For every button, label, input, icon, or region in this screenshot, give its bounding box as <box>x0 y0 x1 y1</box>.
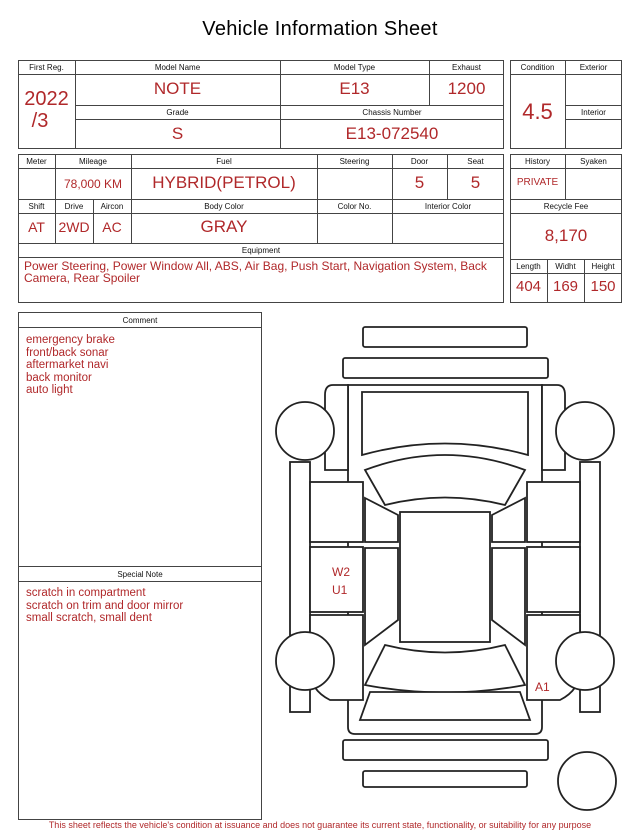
width-value: 169 <box>552 278 579 295</box>
grade-value: S <box>171 124 184 143</box>
chassis-number-value: E13-072540 <box>345 124 439 143</box>
model-name-header: Model Name <box>154 63 201 72</box>
damage-mark-a1: A1 <box>535 680 550 694</box>
aircon-header: Aircon <box>100 202 124 211</box>
condition-value: 4.5 <box>522 99 553 124</box>
exhaust-header: Exhaust <box>452 63 481 72</box>
meter-header: Meter <box>26 157 47 166</box>
recycle-fee-value: 8,170 <box>544 226 588 245</box>
front-right-wheel <box>556 402 614 460</box>
history-header: History <box>525 157 550 166</box>
body-color-header: Body Color <box>204 202 244 211</box>
first-reg-header: First Reg. <box>29 63 64 72</box>
front-bumper <box>343 358 548 378</box>
right-rear-door <box>527 547 580 612</box>
model-type-header: Model Type <box>333 63 376 72</box>
door-value: 5 <box>414 173 425 192</box>
mileage-header: Mileage <box>78 157 107 166</box>
rear-right-wheel <box>556 632 614 690</box>
shift-header: Shift <box>28 202 45 211</box>
equipment-header: Equipment <box>241 246 281 255</box>
body-color-value: GRAY <box>200 217 248 236</box>
seat-header: Seat <box>467 157 484 166</box>
syaken-header: Syaken <box>580 157 607 166</box>
right-front-door <box>527 482 580 542</box>
roof <box>400 512 490 642</box>
rear-glass <box>365 645 525 693</box>
fuel-value: HYBRID(PETROL) <box>152 173 296 192</box>
rear-bumper-bottom <box>363 771 527 787</box>
right-rear-window <box>492 548 525 645</box>
trunk <box>360 692 530 720</box>
rear-bumper <box>343 740 548 760</box>
fuel-header: Fuel <box>216 157 232 166</box>
first-reg-month: /3 <box>31 110 49 132</box>
steering-header: Steering <box>339 157 370 166</box>
damage-mark-u1: U1 <box>332 583 348 597</box>
chassis-number-header: Chassis Number <box>362 108 422 117</box>
disclaimer-footer: This sheet reflects the vehicle's condition at issuance and does not guarantee its current state, functionality, or suitability for any purpose <box>48 820 592 830</box>
aircon-value: AC <box>102 219 122 235</box>
special-note-header: Special Note <box>117 570 163 579</box>
left-rear-door <box>310 547 363 612</box>
hood <box>362 392 528 455</box>
drive-header: Drive <box>64 202 84 211</box>
recycle-fee-header: Recycle Fee <box>543 202 589 211</box>
right-front-window <box>492 498 525 542</box>
length-header: Length <box>516 262 541 271</box>
spare-tire <box>558 752 616 810</box>
height-header: Height <box>591 262 615 271</box>
color-no-header: Color No. <box>337 202 372 211</box>
drive-value: 2WD <box>58 219 90 235</box>
left-front-door <box>310 482 363 542</box>
door-header: Door <box>410 157 429 166</box>
interior-color-header: Interior Color <box>424 202 472 211</box>
first-reg-year: 2022 <box>24 88 69 110</box>
left-rear-window <box>365 548 398 645</box>
left-front-window <box>365 498 398 542</box>
interior-header: Interior <box>581 108 606 117</box>
sheet-title: Vehicle Information Sheet <box>202 18 438 40</box>
width-header: Widht <box>555 262 576 271</box>
front-bumper-top <box>363 327 527 347</box>
grade-header: Grade <box>166 108 189 117</box>
model-name-value: NOTE <box>153 79 202 98</box>
comment-header: Comment <box>122 316 158 325</box>
windshield <box>365 455 525 505</box>
model-type-value: E13 <box>339 79 370 98</box>
damage-mark-w2: W2 <box>332 565 350 579</box>
special-note-text: scratch in compartment scratch on trim and door mirror small scratch, small dent <box>26 587 184 624</box>
comment-text: emergency brake front/back sonar aftermarket navi back monitor auto light <box>26 334 115 396</box>
seat-value: 5 <box>470 173 481 192</box>
height-value: 150 <box>590 278 616 295</box>
length-value: 404 <box>515 278 542 295</box>
exterior-header: Exterior <box>579 63 608 72</box>
condition-header: Condition <box>520 63 555 72</box>
front-left-wheel <box>276 402 334 460</box>
history-value: PRIVATE <box>516 177 559 188</box>
mileage-value: 78,000 KM <box>63 177 123 191</box>
rear-left-wheel <box>276 632 334 690</box>
exhaust-value: 1200 <box>447 79 486 98</box>
shift-value: AT <box>28 219 45 235</box>
equipment-value: Power Steering, Power Window All, ABS, Air Bag, Push Start, Navigation System, Back Camera, Rear Spoiler <box>24 259 487 285</box>
